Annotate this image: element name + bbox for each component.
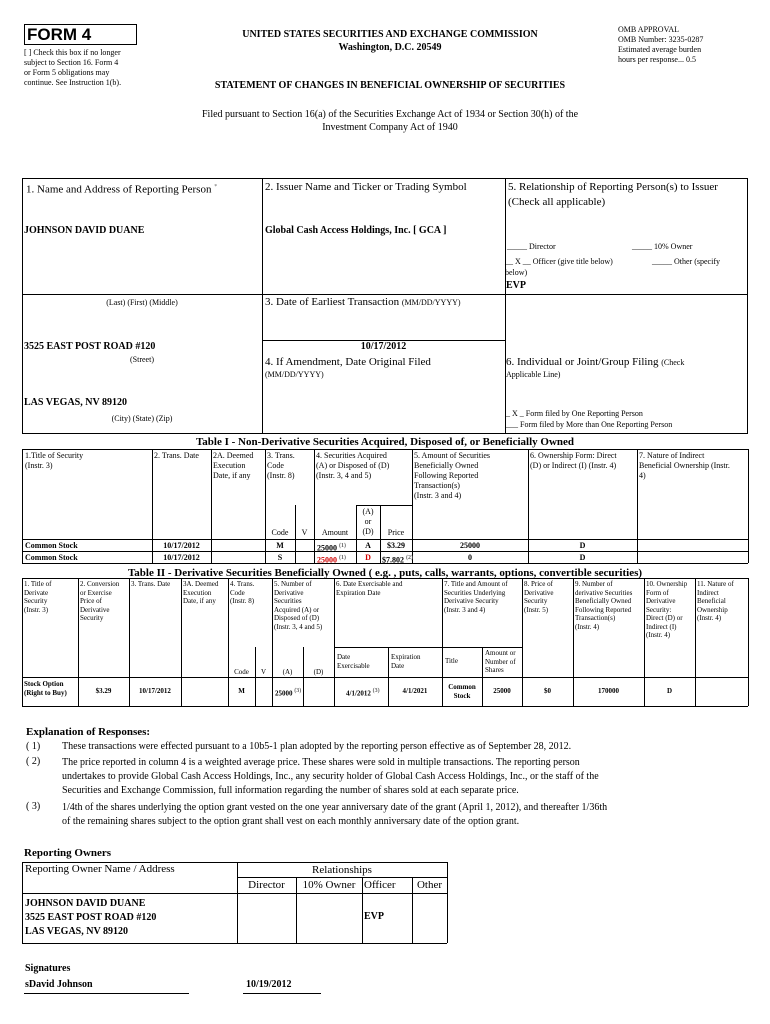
footnote-text: These transactions were effected pursuant to a 10b5-1 plan adopted by the reporting person effective as of September 28, 2012. [62, 741, 572, 752]
row-line: (Right to Buy) [24, 688, 67, 697]
t1-col-code-header [267, 451, 295, 481]
header-line: (Instr. 8) [267, 471, 295, 480]
amount-value: 25000 [317, 555, 337, 565]
header-line: 7. Title and Amount of [444, 580, 508, 588]
header-line: Transaction(s) [414, 481, 460, 490]
header-line: Date, if any [183, 597, 216, 605]
header-line: Derivative [80, 605, 110, 614]
header-line: Ownership [697, 605, 728, 614]
omb-line: OMB APPROVAL [618, 25, 679, 34]
header-line: Transaction(s) [575, 614, 616, 622]
divider [362, 877, 363, 943]
header-line: Expiration Date [336, 588, 381, 597]
divider [447, 862, 448, 943]
header-line: Execution [213, 461, 246, 470]
divider [181, 578, 182, 706]
header-line: Date, if any [213, 471, 251, 480]
t1-row2-aord: D [365, 553, 371, 562]
header-line: Derivate [24, 588, 49, 597]
t1-row1-form: D [579, 541, 586, 550]
t2-sub-amount [485, 649, 516, 675]
signature-name: sDavid Johnson [25, 979, 93, 990]
divider [22, 943, 447, 944]
owners-col-director: Director [248, 879, 285, 891]
relationship-sub: (Check all applicable) [508, 196, 606, 208]
divider [22, 449, 748, 450]
t2-row-exercisable [346, 687, 380, 698]
owner-officer-value: EVP [364, 911, 384, 922]
ten-percent-owner-check: _____ 10% Owner [632, 242, 693, 251]
t2-col-form-header [646, 580, 687, 640]
header-line: 8. Price of [524, 580, 553, 588]
header-line: 10. Ownership [646, 580, 688, 588]
reporting-person-name: JOHNSON DAVID DUANE [24, 225, 145, 236]
city-address: LAS VEGAS, NV 89120 [24, 397, 127, 408]
t1-row1-code: M [276, 541, 284, 550]
header-line: 5. Amount of Securities [414, 451, 490, 460]
explanation-heading: Explanation of Responses: [26, 726, 151, 738]
header-line: Execution [183, 588, 212, 597]
owner-name-address [25, 897, 156, 939]
owners-col-officer: Officer [364, 879, 396, 891]
divider [262, 178, 263, 434]
table1-title: Table I - Non-Derivative Securities Acquired, Disposed of, or Beneficially Owned [195, 436, 575, 448]
header-line: Beneficial Ownership (Instr. [639, 461, 730, 470]
agency-location: Washington, D.C. 20549 [338, 42, 442, 53]
footnote-3 [26, 801, 756, 829]
checkbox-note-line: subject to Section 16. Form 4 [24, 58, 119, 67]
t1-row2-amount [317, 553, 346, 566]
t2-col-nature-header [697, 580, 734, 623]
divider [22, 539, 748, 540]
t1-sub-price: Price [387, 528, 405, 537]
header-line: Derivative [274, 588, 304, 597]
t1-sub-amount: Amount [321, 528, 349, 537]
divider [255, 647, 256, 706]
t1-col-owned-header [414, 451, 490, 501]
footnote-text: Securities and Exchange Commission, full information regarding the number of shares sold at each separate price. [62, 785, 519, 796]
t1-sub-v: V [301, 528, 308, 537]
divider [505, 178, 506, 434]
t1-row2-date: 10/17/2012 [163, 553, 200, 562]
t2-col-underlying-header [444, 580, 508, 614]
header-line: 4) [639, 471, 646, 480]
owners-col-ten: 10% Owner [302, 879, 356, 891]
header-line: (Instr. 3, 4 and 5) [274, 622, 323, 631]
t1-sub-aord [356, 507, 380, 537]
header-line: or Exercise [80, 588, 112, 597]
header-line: Date [337, 653, 351, 661]
t2-row-expiration: 4/1/2021 [402, 687, 428, 695]
t2-row-underlying-amount: 25000 [493, 687, 511, 695]
name-address-label-text: 1. Name and Address of Reporting Person [26, 183, 212, 196]
header-line: (Instr. 4) [646, 631, 671, 639]
checkbox-note-line: or Form 5 obligations may [24, 68, 110, 77]
t2-row-title [24, 680, 67, 697]
t1-row2-form: D [579, 553, 586, 562]
t2-row-price: $0 [544, 687, 551, 695]
signature-line [24, 993, 189, 994]
header-line: or [364, 517, 372, 526]
header-line: Form of [646, 588, 669, 597]
header-line: 9. Number of [575, 580, 613, 588]
city-label: (City) (State) (Zip) [111, 414, 173, 423]
footnote-ref: (1) [339, 543, 346, 549]
filed-pursuant-1: Filed pursuant to Section 16(a) of the Securities Exchange Act of 1934 or Section 30(h) of the [201, 109, 579, 120]
amendment-label: 4. If Amendment, Date Original Filed [265, 356, 431, 368]
header-line: 3. Trans. Date [131, 580, 171, 588]
footnote-text: undertakes to provide Global Cash Access Holdings, Inc., any security holder of Global Cash Access Holdings, Inc., or the staff of the [62, 771, 599, 782]
header-line: Security [24, 597, 48, 605]
t1-row1-owned: 25000 [460, 541, 480, 550]
t2-row-conversion: $3.29 [95, 687, 112, 695]
omb-line: hours per response... 0.5 [618, 55, 696, 64]
header-line: 1.Title of Security [25, 451, 84, 460]
header-line: 6. Date Exercisable and [336, 580, 403, 588]
owners-col-other: Other [416, 879, 443, 891]
header-line: (Instr. 4) [575, 622, 600, 631]
issuer-label: 2. Issuer Name and Ticker or Trading Symbol [265, 181, 467, 193]
header-line: Expiration [391, 653, 421, 661]
header-line: (Instr. 4) [697, 614, 722, 622]
t1-sub-code: Code [271, 528, 289, 537]
form-title: FORM 4 [27, 25, 92, 44]
header-line: Securities Underlying [444, 588, 506, 597]
t2-col-owned-header [575, 580, 632, 631]
divider [748, 578, 749, 706]
divider [22, 862, 23, 943]
row-line: Common [448, 683, 476, 691]
footnote-text: of the remaining shares subject to the option grant shall vest on each monthly anniversary date of the option grant. [62, 816, 520, 827]
row-line: Stock [453, 691, 471, 700]
header-line: Following Reported [575, 605, 632, 614]
asterisk-mark: * [214, 184, 218, 190]
divider [22, 551, 748, 552]
name-address-label [26, 181, 217, 197]
footnote-ref: (1) [339, 555, 346, 561]
header-line: 3A. Deemed [183, 580, 219, 588]
divider [272, 647, 273, 706]
signature-date-line [243, 993, 321, 994]
checkbox-note [24, 48, 121, 88]
footnote-ref: (3) [372, 688, 380, 694]
t1-row2-price [382, 553, 413, 566]
t1-col-nature-header [639, 451, 730, 481]
header-line: Price of [80, 597, 102, 605]
t2-row-code: M [238, 687, 245, 695]
earliest-transaction-date: 10/17/2012 [360, 341, 407, 352]
t2-row-underlying-title [442, 683, 482, 700]
t2-col-date-header [131, 580, 170, 589]
header-line: Securities [274, 597, 302, 605]
header-line: (Instr. 3 and 4) [414, 491, 462, 500]
t2-sub-expiration [391, 653, 421, 670]
t2-col-title-header [24, 580, 51, 614]
table2-title: Table II - Derivative Securities Beneficially Owned ( e.g. , puts, calls, warrants, options, convertible securities) [127, 567, 643, 579]
header-line: 1. Title of [24, 580, 52, 588]
row-line: Stock Option [24, 680, 64, 688]
t1-col-date-header: 2. Trans. Date [154, 451, 199, 460]
divider [334, 578, 335, 706]
filing-type-label [506, 356, 684, 369]
divider [22, 449, 23, 563]
header-line: Code [230, 588, 245, 597]
t2-row-form: D [666, 687, 673, 695]
t1-row1-title: Common Stock [25, 541, 78, 550]
header-line: Derivative [524, 588, 554, 597]
divider [22, 677, 748, 678]
header-line: (Instr. 3, 4 and 5) [316, 471, 372, 480]
relationship-label-text: 5. Relationship of Reporting Person(s) to Issuer [508, 181, 718, 193]
header-line: (D) [362, 527, 374, 536]
owner-address-line: LAS VEGAS, NV 89120 [25, 926, 128, 937]
exercisable-value: 4/1/2012 [346, 689, 371, 698]
divider [22, 578, 23, 706]
t2-col-price-header [524, 580, 554, 614]
footnote-number: ( 1) [26, 741, 41, 752]
t2-col-deemed-header [183, 580, 218, 606]
owners-col-relationships: Relationships [312, 864, 372, 876]
header-line: Indirect [697, 588, 719, 597]
t1-col-title-header [25, 451, 83, 471]
t2-row-date: 10/17/2012 [139, 687, 171, 695]
divider [356, 505, 412, 506]
header-line: Beneficial [697, 597, 726, 605]
other-check-below: below) [505, 268, 528, 277]
t2-col-code-header [230, 580, 254, 606]
divider [22, 294, 748, 295]
header-line: derivative Securities [575, 588, 633, 597]
street-address: 3525 EAST POST ROAD #120 [24, 341, 156, 352]
footnote-number: ( 3) [26, 801, 41, 812]
divider [303, 647, 304, 706]
footnote-2 [26, 756, 756, 798]
divider [388, 647, 389, 706]
header-line: Direct (D) or [646, 614, 683, 622]
director-check: _____ Director [507, 242, 556, 251]
divider [22, 578, 748, 579]
header-line: Disposed of (D) [274, 614, 320, 622]
divider [22, 706, 748, 707]
header-line: Exercisable [337, 661, 370, 670]
t1-row2-title: Common Stock [25, 553, 78, 562]
t2-row-acquired [275, 687, 301, 698]
divider [637, 449, 638, 563]
header-line: Date [391, 661, 405, 670]
footnote-text: The price reported in column 4 is a weighted average price. These shares were sold in multiple transactions. The reporting person [62, 757, 580, 768]
other-check: _____ Other (specify [652, 257, 720, 266]
header-line: (Instr. 8) [230, 597, 255, 605]
omb-approval [618, 25, 703, 65]
header-line: Indirect (I) [646, 622, 677, 631]
header-line: Beneficially Owned [575, 597, 632, 605]
header-line: 5. Number of [274, 580, 312, 588]
t1-row2-owned: 0 [468, 553, 472, 562]
omb-line: Estimated average burden [618, 45, 702, 54]
header-line: (Instr. 3 and 4) [444, 605, 486, 614]
divider [22, 893, 447, 894]
footnote-ref: (2) [406, 555, 413, 561]
footnote-ref: (3) [294, 688, 302, 694]
header-line: 11. Nature of [697, 580, 734, 588]
t2-sub-exercisable [337, 653, 370, 670]
filing-type-label-text: 6. Individual or Joint/Group Filing [506, 356, 659, 368]
amendment-format: (MM/DD/YYYY) [265, 370, 324, 379]
header-line: 2. Conversion [80, 580, 120, 588]
divider [482, 647, 483, 706]
relationship-label [508, 181, 748, 209]
t2-sub-a: (A) [282, 668, 293, 676]
owner-address-line: 3525 EAST POST ROAD #120 [25, 912, 157, 923]
header-line: (Instr. 3) [25, 461, 53, 470]
t2-sub-code: Code [234, 668, 249, 676]
footnote-text: 1/4th of the shares underlying the option grant vested on the one year anniversary date of the grant (April 1, 2012), and thereafter 1/36th [62, 802, 608, 813]
divider [695, 578, 696, 706]
footnote-1 [26, 741, 756, 753]
earliest-transaction-label [265, 296, 461, 309]
header-line: Security: [646, 605, 672, 614]
t2-row-owned: 170000 [598, 687, 619, 695]
street-label: (Street) [130, 355, 154, 364]
earliest-transaction-label-text: 3. Date of Earliest Transaction [265, 296, 400, 308]
t1-row1-date: 10/17/2012 [163, 541, 200, 550]
header-line: Beneficially Owned [414, 461, 479, 470]
statement-title: STATEMENT OF CHANGES IN BENEFICIAL OWNERSHIP OF SECURITIES [214, 80, 566, 91]
header-line: (A) [362, 507, 374, 516]
date-format-hint: (MM/DD/YYYY) [401, 298, 461, 307]
t1-row2-code: S [277, 553, 283, 562]
t2-sub-d: (D) [313, 668, 324, 676]
agency-name: UNITED STATES SECURITIES AND EXCHANGE COMMISSION [242, 29, 538, 40]
t1-col-acquired-header [316, 451, 389, 481]
header-line: 4. Trans. [230, 580, 255, 588]
header-line: 3. Trans. [267, 451, 295, 460]
header-line: 2A. Deemed [213, 451, 254, 460]
footnote-number: ( 2) [26, 756, 41, 767]
header-line: Following Reported [414, 471, 479, 480]
t2-sub-v: V [260, 668, 267, 676]
header-line: Shares [485, 666, 504, 674]
divider [748, 449, 749, 563]
t2-col-conversion-header [80, 580, 119, 623]
amount-value: 25000 [317, 543, 337, 553]
t1-row1-price: $3.29 [387, 541, 405, 550]
t2-col-number-header [274, 580, 322, 631]
t1-row1-amount [317, 541, 346, 554]
filing-type-hint-2: Applicable Line) [506, 370, 561, 379]
multi-person-check: ___ Form filed by More than One Reporting Person [506, 420, 673, 429]
header-line: 6. Ownership Form: Direct [530, 451, 617, 460]
owners-col-name: Reporting Owner Name / Address [25, 863, 175, 875]
t1-col-deemed-header [213, 451, 253, 481]
signature-date: 10/19/2012 [246, 979, 292, 990]
divider [211, 449, 212, 563]
header-line: (A) or Disposed of (D) [316, 461, 390, 470]
checkbox-note-line: continue. See Instruction 1(b). [24, 78, 122, 87]
acquired-value: 25000 [275, 689, 293, 698]
divider [237, 877, 447, 878]
one-person-check: _ X _ Form filed by One Reporting Person [506, 409, 643, 418]
name-parts-label: (Last) (First) (Middle) [106, 298, 178, 307]
header-line: (Instr. 5) [524, 605, 549, 614]
header-line: 7. Nature of Indirect [639, 451, 705, 460]
header-line: Security [80, 614, 104, 622]
header-line: Security [524, 597, 548, 605]
header-line: 4. Securities Acquired [316, 451, 387, 460]
filed-pursuant-2: Investment Company Act of 1940 [322, 122, 458, 133]
issuer-name: Global Cash Access Holdings, Inc. [ GCA ] [265, 225, 447, 236]
header-line: Number of [485, 657, 516, 666]
t1-row1-aord: A [365, 541, 371, 550]
officer-title: EVP [506, 280, 526, 291]
t2-col-exercisable-header [336, 580, 402, 597]
header-line: Derivative [646, 597, 676, 605]
header-line: Acquired (A) or [274, 605, 320, 614]
price-value: $7.802 [382, 555, 404, 565]
officer-check: __ X __ Officer (give title below) [505, 257, 613, 266]
signatures-heading: Signatures [25, 963, 71, 974]
filing-type-hint: (Check [661, 358, 685, 367]
owners-heading: Reporting Owners [24, 847, 112, 859]
header-line: (Instr. 3) [24, 605, 49, 614]
header-line: Code [267, 461, 284, 470]
t1-col-form-header [530, 451, 617, 471]
header-line: Amount or [485, 649, 516, 657]
owner-name: JOHNSON DAVID DUANE [25, 898, 146, 909]
checkbox-note-line: [ ] Check this box if no longer [24, 48, 121, 57]
header-line: (D) or Indirect (I) (Instr. 4) [530, 461, 617, 470]
header-line: Derivative Security [444, 597, 499, 605]
t2-sub-title: Title [445, 657, 458, 665]
omb-line: OMB Number: 3235-0287 [618, 35, 704, 44]
